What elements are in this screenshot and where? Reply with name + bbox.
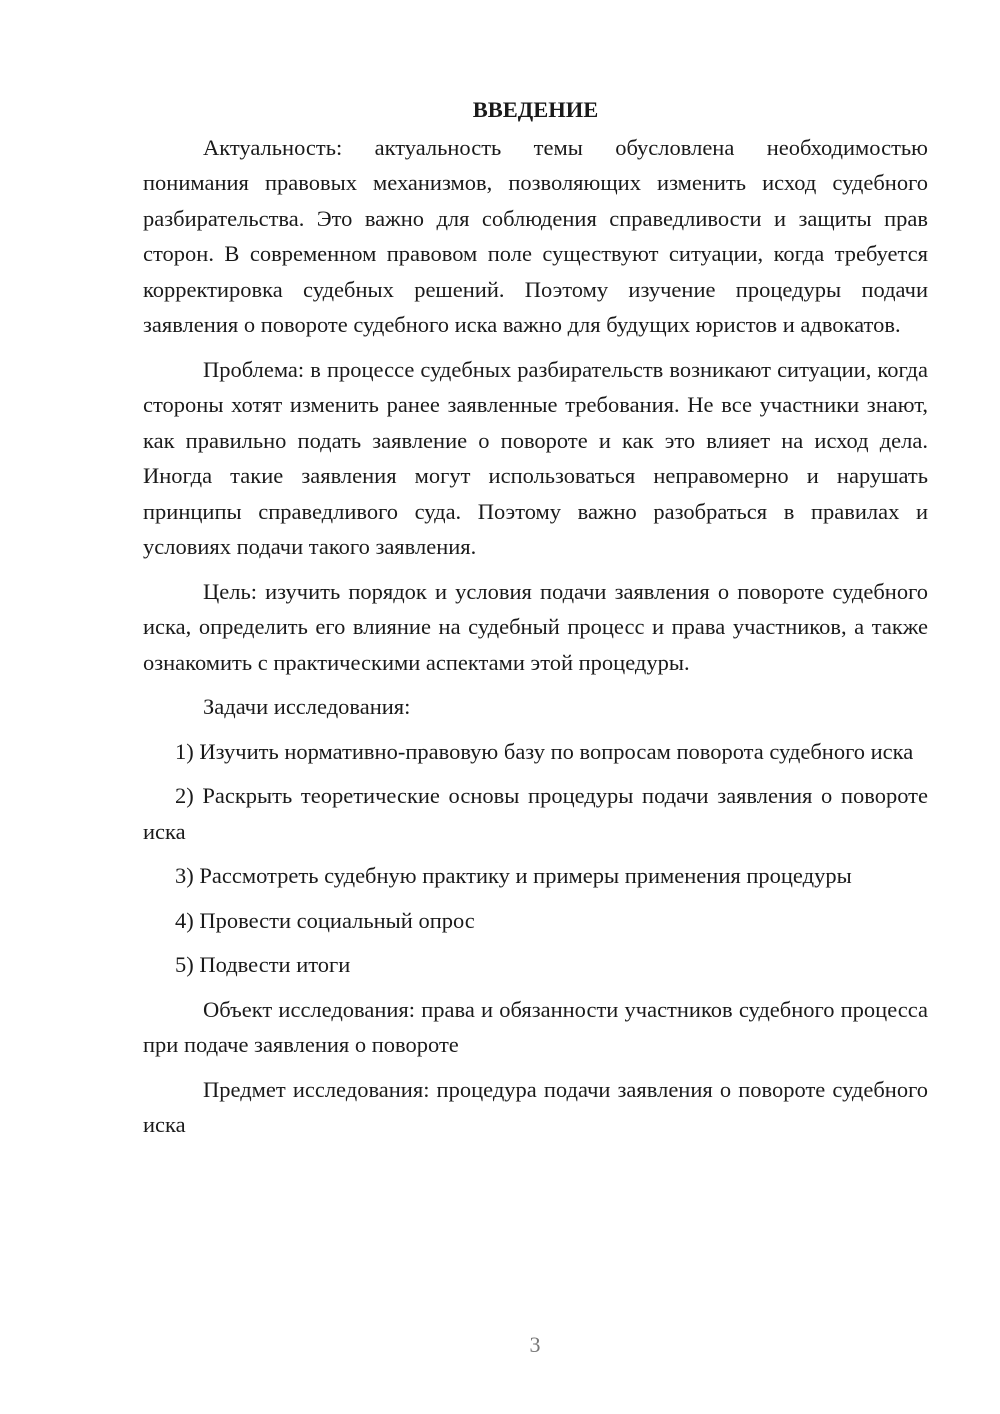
relevance-paragraph: Актуальность: актуальность темы обусловлена необходимостью понимания правовых механизмов, позволяющих изменить исход судебного разбирательства. Это важно для соблюдения справедливости и защиты прав сторон. В современном правовом поле существуют ситуации, когда требуется корректировка судебных решений. Поэтому изучение процедуры подачи заявления о повороте судебного иска важно для будущих юристов и адвокатов. (143, 134, 928, 337)
document-body (143, 92, 928, 1152)
goal-paragraph: Цель: изучить порядок и условия подачи заявления о повороте судебного иска, определить его влияние на судебный процесс и права участников, а также ознакомить с практическими аспектами этой процедуры. (143, 578, 928, 675)
task-item-5: 5) Подвести итоги (175, 952, 351, 977)
object-paragraph: Объект исследования: права и обязанности участников судебного процесса при подаче заявления о повороте (143, 996, 928, 1057)
task-item-4: 4) Провести социальный опрос (175, 907, 475, 933)
tasks-heading: Задачи исследования: (203, 694, 411, 719)
page-number: 3 (529, 1332, 541, 1357)
problem-paragraph: Проблема: в процессе судебных разбирательств возникают ситуации, когда стороны хотят изменить ранее заявленные требования. Не все участники знают, как правильно подать заявление о повороте и как это влияет на исход дела. Иногда такие заявления могут использоваться неправомерно и нарушать принципы справедливого суда. Поэтому важно разобраться в правилах и условиях подачи такого заявления. (143, 356, 928, 559)
section-title: ВВЕДЕНИЕ (472, 97, 599, 122)
subject-paragraph: Предмет исследования: процедура подачи заявления о повороте судебного иска (143, 1076, 928, 1137)
task-item-2: 2) Раскрыть теоретические основы процедуры подачи заявления о повороте иска (143, 783, 928, 844)
task-item-1: 1) Изучить нормативно-правовую базу по вопросам поворота судебного иска (175, 738, 914, 764)
task-item-3: 3) Рассмотреть судебную практику и примеры применения процедуры (175, 863, 852, 888)
